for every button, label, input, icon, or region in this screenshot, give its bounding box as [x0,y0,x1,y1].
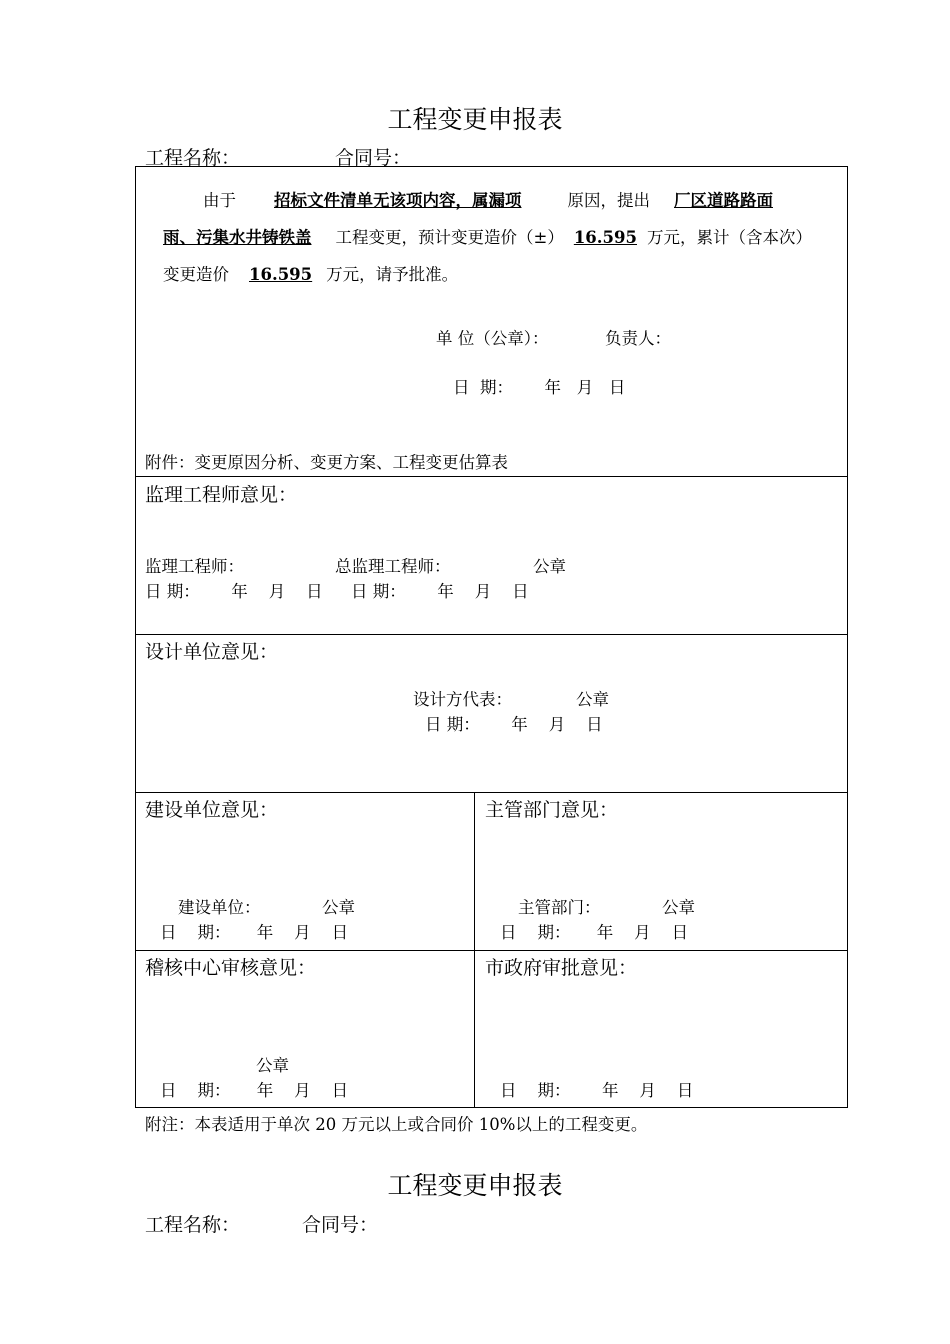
attachment-note: 附件：变更原因分析、变更方案、工程变更估算表 [145,453,508,472]
authority-seal: 公章 [662,898,695,917]
change-item-line2: 雨、污集水井铸铁盖 [163,228,312,247]
supervisor-engineer-label: 监理工程师： [145,557,244,576]
estimate-text: 工程变更，预计变更造价（±） [335,228,564,247]
table-border-right [847,166,848,1107]
row-divider [135,634,848,635]
design-seal: 公章 [576,690,609,709]
responsible-label: 负责人： [605,329,671,348]
application-paragraph [163,182,841,293]
form2-title: 工程变更申报表 [387,1171,563,1200]
authority-heading: 主管部门意见： [485,799,619,821]
approve-text: 万元，请予批准。 [326,265,459,284]
row-divider [135,792,848,793]
column-divider [474,792,475,1107]
construction-unit-label: 建设单位： [178,898,261,917]
government-heading: 市政府审批意见： [485,957,638,979]
design-heading: 设计单位意见： [145,641,279,663]
chief-supervisor-label: 总监理工程师： [335,557,451,576]
government-date: 日 期： 年 月 日 [500,1081,694,1100]
construction-date: 日 期： 年 月 日 [160,923,349,942]
audit-heading: 稽核中心审核意见： [145,957,317,979]
accumulate-text: 万元，累计（含本次） [646,228,812,247]
row-divider [135,950,848,951]
table-border-bottom [135,1107,848,1108]
table-border-left [135,166,136,1107]
form-title: 工程变更申报表 [387,105,563,134]
row-divider [135,476,848,477]
construction-heading: 建设单位意见： [145,799,279,821]
authority-date: 日 期： 年 月 日 [500,923,689,942]
supervisor-seal: 公章 [533,557,566,576]
chief-supervisor-date: 日 期： 年 月 日 [351,582,529,601]
total-value: 16.595 [249,265,313,284]
contract-no-label: 合同号： [335,147,412,169]
application-date: 日 期： 年 月 日 [453,378,626,397]
change-item-line1: 厂区道路路面 [674,191,773,210]
reason-prefix: 由于 [203,191,236,210]
audit-date: 日 期： 年 月 日 [160,1081,349,1100]
footnote: 附注：本表适用于单次 20 万元以上或合同价 10%以上的工程变更。 [145,1115,648,1134]
total-text: 变更造价 [163,265,229,284]
design-date: 日 期： 年 月 日 [425,715,603,734]
design-rep-label: 设计方代表： [413,690,512,709]
reason-suffix: 原因，提出 [567,191,650,210]
reason-value: 招标文件清单无该项内容，属漏项 [274,191,522,210]
supervisor-heading: 监理工程师意见： [145,484,298,506]
form2-project-name-label: 工程名称： [145,1214,241,1236]
project-name-label: 工程名称： [145,147,241,169]
table-border-top [135,166,848,167]
form2-contract-no-label: 合同号： [302,1214,379,1236]
estimate-value: 16.595 [573,228,637,247]
supervisor-date: 日 期： 年 月 日 [145,582,323,601]
unit-seal-label: 单 位（公章）： [436,329,549,348]
audit-seal: 公章 [256,1056,289,1075]
construction-seal: 公章 [322,898,355,917]
authority-dept-label: 主管部门： [518,898,601,917]
